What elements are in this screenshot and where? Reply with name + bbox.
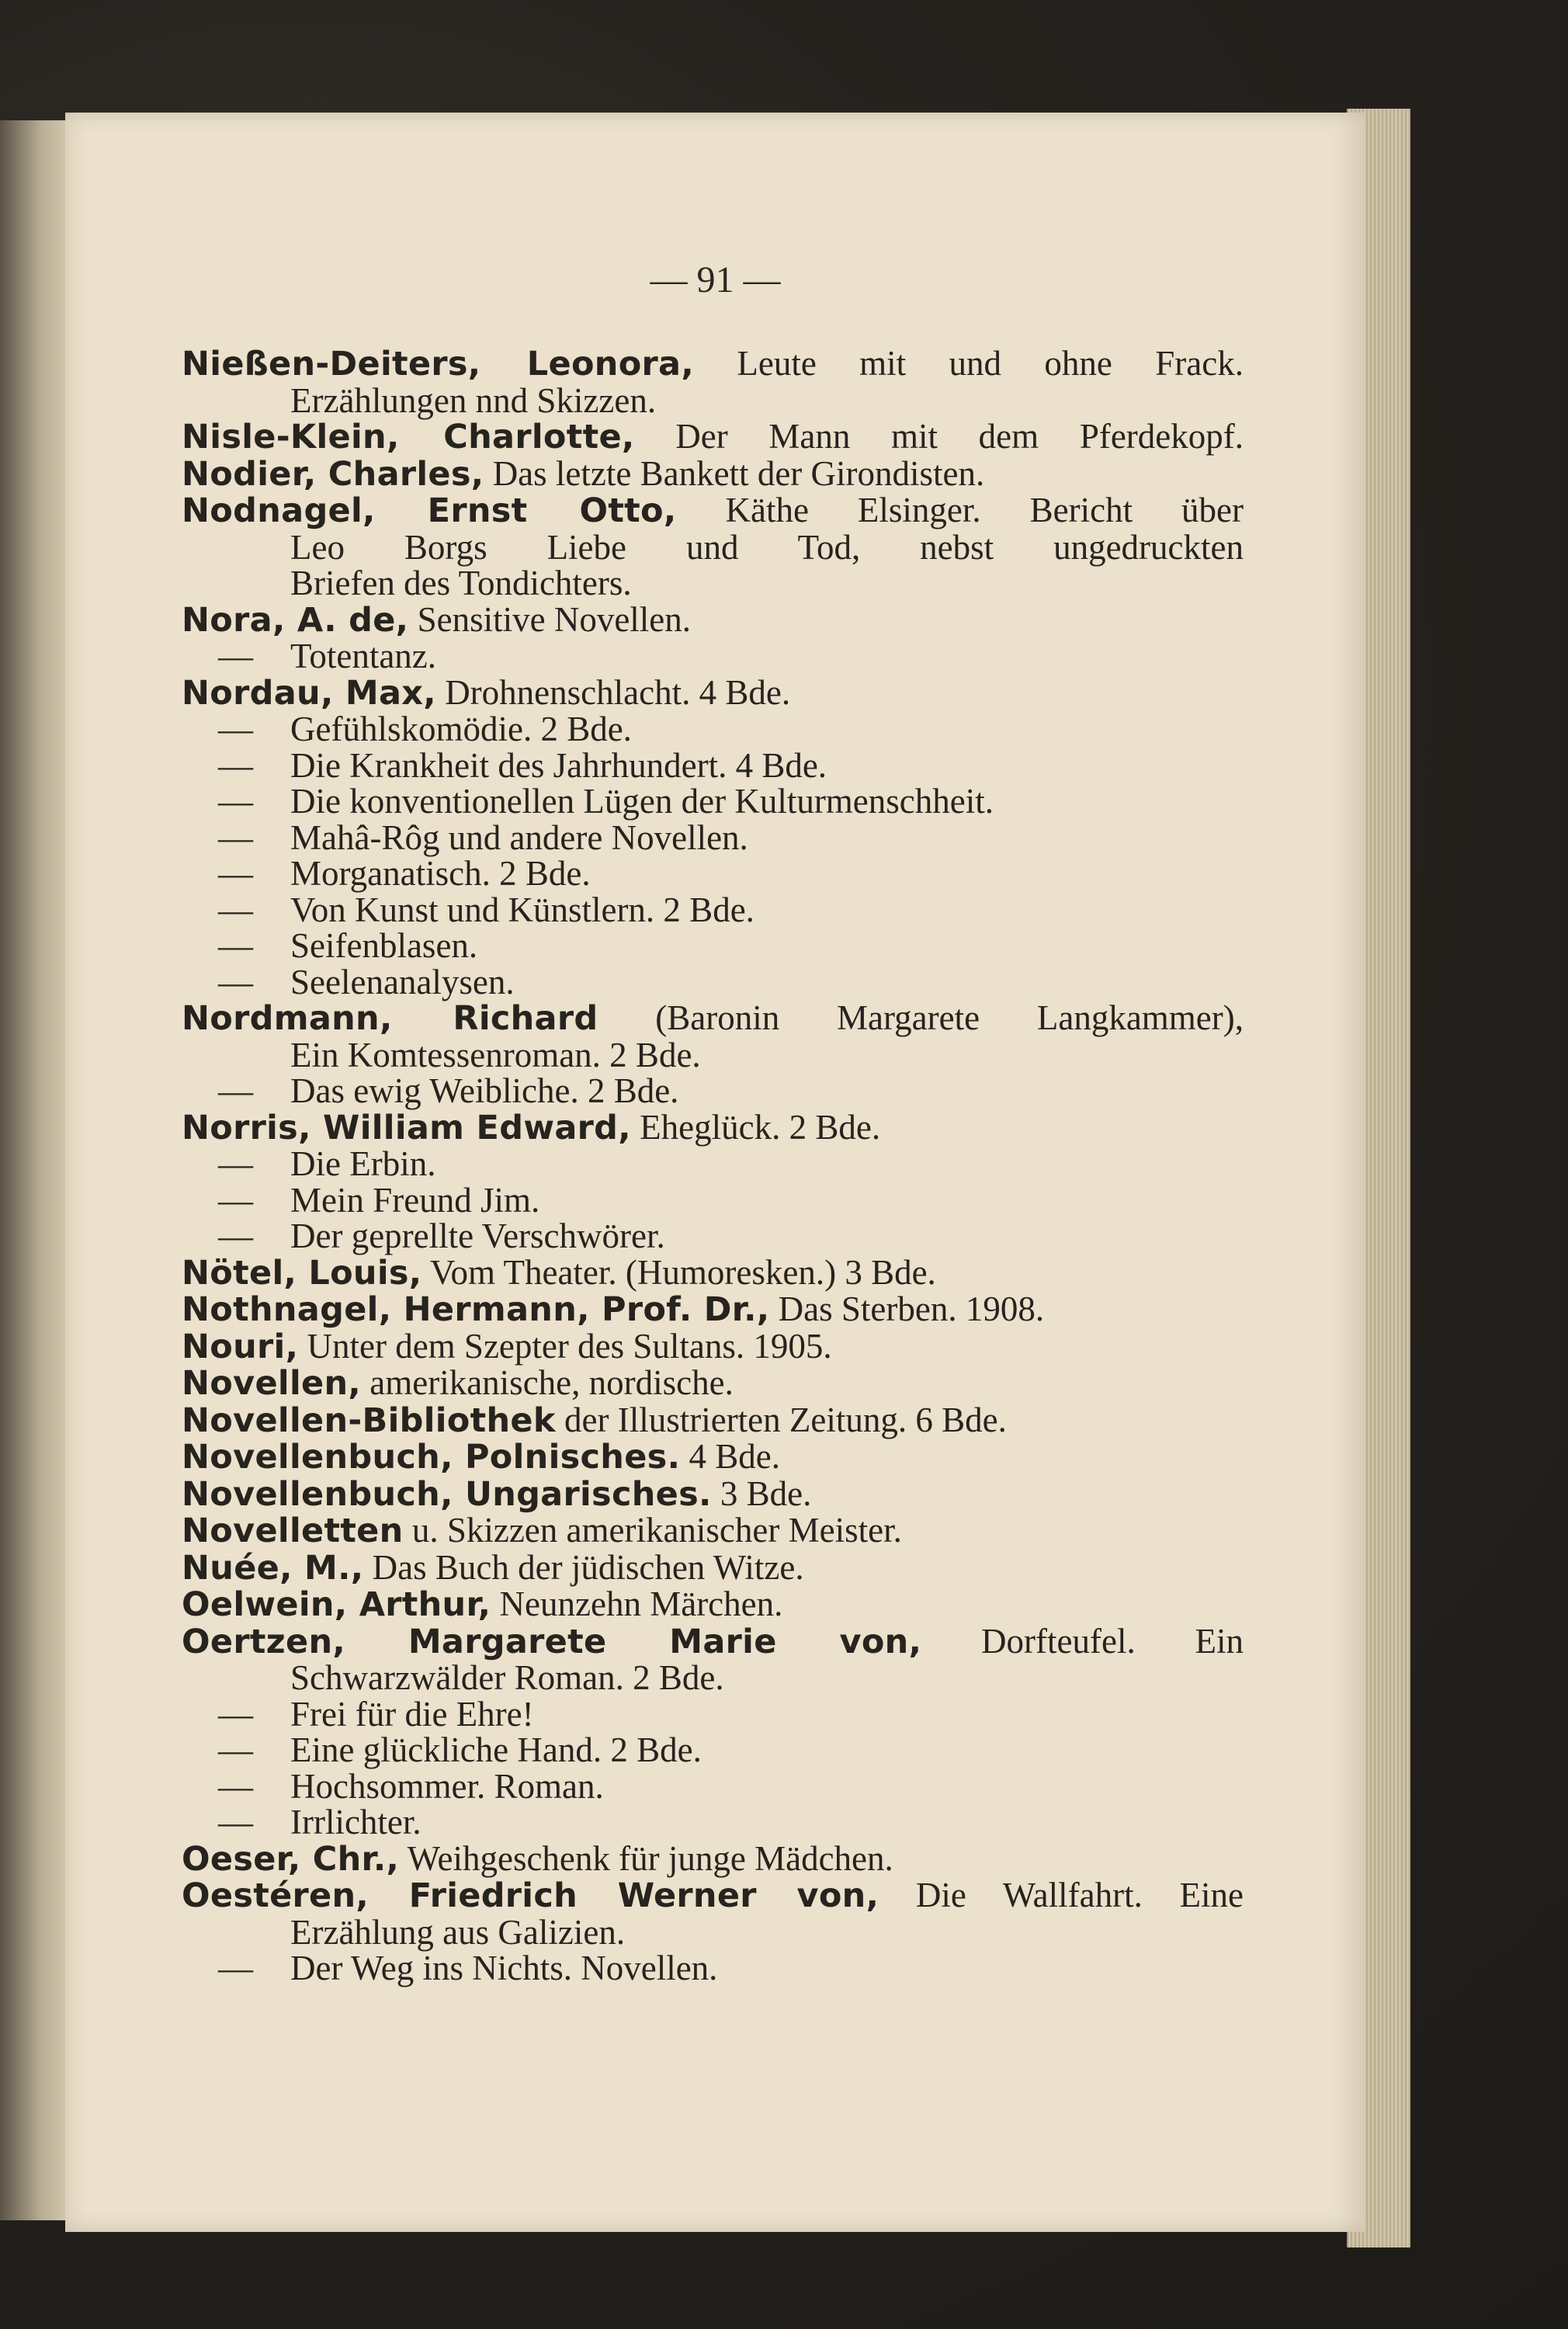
- page-number: — 91 —: [650, 259, 781, 300]
- catalog-entry: [182, 1439, 1244, 1476]
- catalog-entry: [182, 418, 1244, 456]
- catalog-entry: [182, 1586, 1244, 1623]
- entry-continuation-line: Schwarzwälder Roman. 2 Bde.: [290, 1658, 724, 1697]
- ditto-dash: —: [218, 745, 253, 785]
- author-name: Oestéren, Friedrich Werner von,: [182, 1876, 879, 1915]
- sub-entry-title: Frei für die Ehre!: [290, 1694, 534, 1734]
- work-title: Weihgeschenk für junge Mädchen.: [399, 1838, 893, 1878]
- catalog-entry: [182, 1000, 1244, 1109]
- ditto-dash: —: [218, 962, 253, 1001]
- sub-entry: [182, 638, 1244, 675]
- catalog-entry: [182, 672, 1244, 1001]
- catalog-entry: [182, 492, 1244, 602]
- entry-continuation-line: Erzählung aus Galizien.: [290, 1912, 626, 1952]
- catalog-entry: [182, 1547, 1244, 1588]
- author-name: Novellen,: [182, 1364, 362, 1403]
- entry-heading-line: [182, 599, 1244, 640]
- entry-heading-line: [182, 672, 1244, 713]
- entry-continuation-line: Briefen des Tondichters.: [290, 564, 632, 602]
- work-title: Drohnenschlacht. 4 Bde.: [435, 672, 791, 712]
- sub-entry: [182, 1768, 1244, 1805]
- sub-entry-title: Seelenanalysen.: [290, 962, 515, 1001]
- author-name: Novelletten: [182, 1512, 404, 1550]
- entry-heading-line: [182, 1365, 1244, 1402]
- sub-entry: [182, 1146, 1244, 1182]
- author-name: Nuée, M.,: [182, 1548, 364, 1588]
- author-name: Nodier, Charles,: [182, 454, 484, 494]
- work-title: 4 Bde.: [680, 1437, 780, 1476]
- ditto-dash: —: [218, 1949, 253, 1987]
- catalog-entry: [182, 1291, 1244, 1328]
- catalog-entry: [182, 453, 1244, 494]
- sub-entry-title: Der Weg ins Nichts. Novellen.: [290, 1949, 718, 1987]
- author-name: Nötel, Louis,: [182, 1253, 422, 1293]
- sub-entry-title: Die konventionellen Lügen der Kulturmenschheit.: [290, 782, 994, 821]
- entry-heading-line: [182, 1109, 1244, 1147]
- work-title: Neunzehn Märchen.: [491, 1584, 783, 1623]
- ditto-dash: —: [218, 817, 253, 857]
- work-title: amerikanische, nordische.: [361, 1363, 734, 1402]
- author-name: Novellenbuch, Ungarisches.: [182, 1474, 712, 1514]
- sub-entry-title: Der geprellte Verschwörer.: [290, 1217, 665, 1255]
- ditto-dash: —: [218, 1180, 253, 1220]
- catalog-entry: [182, 345, 1244, 418]
- work-title: Die Wallfahrt. Eine: [879, 1876, 1244, 1914]
- work-title: Leute mit und ohne Frack.: [694, 344, 1244, 383]
- sub-entry: [182, 1696, 1244, 1733]
- work-title: Unter dem Szepter des Sultans. 1905.: [298, 1326, 832, 1366]
- sub-entry-title: Gefühlskomödie. 2 Bde.: [290, 710, 632, 748]
- sub-entry-title: Morganatisch. 2 Bde.: [290, 854, 591, 893]
- work-title: Dorfteufel. Ein: [921, 1621, 1244, 1661]
- catalog-entry: [182, 599, 1244, 675]
- work-title: Der Mann mit dem Pferdekopf.: [634, 417, 1244, 456]
- catalog-entry: [182, 1512, 1244, 1550]
- work-title: Eheglück. 2 Bde.: [630, 1107, 881, 1147]
- work-title: Vom Theater. (Humoresken.) 3 Bde.: [421, 1252, 936, 1292]
- entry-continuation-line: Ein Komtessenroman. 2 Bde.: [290, 1035, 701, 1074]
- entry-heading-line: [182, 492, 1244, 529]
- catalog-entry: [182, 1402, 1244, 1439]
- entry-heading-line: [182, 453, 1244, 494]
- ditto-dash: —: [218, 890, 253, 929]
- ditto-dash: —: [218, 637, 253, 675]
- work-title: Käthe Elsinger. Bericht über: [676, 491, 1244, 529]
- ditto-dash: —: [218, 1144, 253, 1183]
- sub-entry: [182, 711, 1244, 748]
- entry-heading-line: [182, 1328, 1244, 1366]
- author-name: Nießen-Deiters, Leonora,: [182, 345, 694, 384]
- sub-entry: [182, 892, 1244, 928]
- ditto-dash: —: [218, 710, 253, 748]
- work-title: Sensitive Novellen.: [408, 599, 692, 639]
- work-title: Das Sterben. 1908.: [769, 1289, 1045, 1328]
- sub-entry-title: Die Erbin.: [290, 1144, 436, 1183]
- ditto-dash: —: [218, 1694, 253, 1734]
- sub-entry: [182, 745, 1244, 785]
- ditto-dash: —: [218, 1730, 253, 1769]
- author-name: Norris, William Edward,: [182, 1108, 631, 1147]
- author-name: Nouri,: [182, 1327, 299, 1366]
- author-name: Novellen-Bibliothek: [182, 1401, 556, 1440]
- ditto-dash: —: [218, 1071, 253, 1110]
- ditto-dash: —: [218, 782, 253, 821]
- ditto-dash: —: [218, 1803, 253, 1841]
- ditto-dash: —: [218, 926, 253, 965]
- catalog-entry: [182, 1877, 1244, 1987]
- catalog-entry: [182, 1838, 1244, 1879]
- author-name: Nothnagel, Hermann, Prof. Dr.,: [182, 1290, 770, 1329]
- entry-heading-line: [182, 1439, 1244, 1476]
- author-name: Nisle-Klein, Charlotte,: [182, 418, 635, 456]
- catalog-entry: [182, 1623, 1244, 1841]
- author-name: Oelwein, Arthur,: [182, 1585, 491, 1624]
- sub-entry: [182, 1804, 1244, 1841]
- author-name: Nordmann, Richard: [182, 999, 598, 1038]
- catalog-entry: [182, 1365, 1244, 1402]
- sub-entry-title: Irrlichter.: [290, 1803, 421, 1841]
- author-name: Oertzen, Margarete Marie von,: [182, 1622, 922, 1661]
- ditto-dash: —: [218, 1766, 253, 1806]
- entry-continuation-line: Leo Borgs Liebe und Tod, nebst ungedruckten: [290, 527, 1244, 567]
- sub-entry: [182, 1073, 1244, 1109]
- ditto-dash: —: [218, 1217, 253, 1255]
- sub-entry-title: Das ewig Weibliche. 2 Bde.: [290, 1071, 679, 1110]
- sub-entry: [182, 1732, 1244, 1768]
- entry-continuation-line: Erzählungen nnd Skizzen.: [290, 380, 657, 420]
- entry-heading-line: [182, 418, 1244, 456]
- entry-heading-line: [182, 1473, 1244, 1514]
- ditto-dash: —: [218, 854, 253, 893]
- work-title: u. Skizzen amerikanischer Meister.: [403, 1511, 902, 1550]
- author-name: Nora, A. de,: [182, 600, 409, 640]
- sub-entry-title: Die Krankheit des Jahrhundert. 4 Bde.: [290, 745, 827, 785]
- work-title: Das Buch der jüdischen Witze.: [363, 1547, 804, 1587]
- sub-entry-title: Mahâ-Rôg und andere Novellen.: [290, 817, 748, 857]
- sub-entry: [182, 1218, 1244, 1255]
- work-title: 3 Bde.: [711, 1473, 812, 1513]
- sub-entry: [182, 1182, 1244, 1219]
- author-name: Nordau, Max,: [182, 673, 436, 713]
- sub-entry: [182, 817, 1244, 857]
- entry-heading-line: [182, 1291, 1244, 1328]
- entry-heading-line: [182, 1512, 1244, 1550]
- entry-heading-line: [182, 1838, 1244, 1879]
- sub-entry-title: Mein Freund Jim.: [290, 1180, 540, 1220]
- work-title: Das letzte Bankett der Girondisten.: [484, 453, 985, 493]
- sub-entry: [182, 928, 1244, 964]
- catalog-entry: [182, 1328, 1244, 1366]
- left-page-edge: [0, 120, 70, 2220]
- entry-heading-line: [182, 1547, 1244, 1588]
- sub-entry-title: Totentanz.: [290, 637, 437, 675]
- work-title: (Baronin Margarete Langkammer),: [598, 998, 1244, 1037]
- entry-heading-line: [182, 1586, 1244, 1623]
- sub-entry-title: Eine glückliche Hand. 2 Bde.: [290, 1730, 702, 1769]
- author-name: Oeser, Chr.,: [182, 1839, 400, 1879]
- author-name: Nodnagel, Ernst Otto,: [182, 491, 677, 530]
- sub-entry: [182, 783, 1244, 820]
- entry-heading-line: [182, 1000, 1244, 1037]
- catalog-entry: [182, 1252, 1244, 1293]
- sub-entry-title: Von Kunst und Künstlern. 2 Bde.: [290, 890, 755, 929]
- work-title: der Illustrierten Zeitung. 6 Bde.: [555, 1400, 1007, 1439]
- book-page: [65, 113, 1365, 2232]
- sub-entry: [182, 856, 1244, 892]
- author-name: Novellenbuch, Polnisches.: [182, 1438, 681, 1477]
- catalog-entries: [182, 345, 1244, 1987]
- sub-entry-title: Hochsommer. Roman.: [290, 1766, 604, 1806]
- sub-entry: [182, 1950, 1244, 1987]
- entry-heading-line: [182, 1402, 1244, 1439]
- entry-heading-line: [182, 345, 1244, 383]
- entry-heading-line: [182, 1877, 1244, 1914]
- catalog-entry: [182, 1109, 1244, 1255]
- entry-heading-line: [182, 1252, 1244, 1293]
- sub-entry: [182, 964, 1244, 1001]
- sub-entry-title: Seifenblasen.: [290, 926, 478, 965]
- catalog-entry: [182, 1473, 1244, 1514]
- entry-heading-line: [182, 1623, 1244, 1661]
